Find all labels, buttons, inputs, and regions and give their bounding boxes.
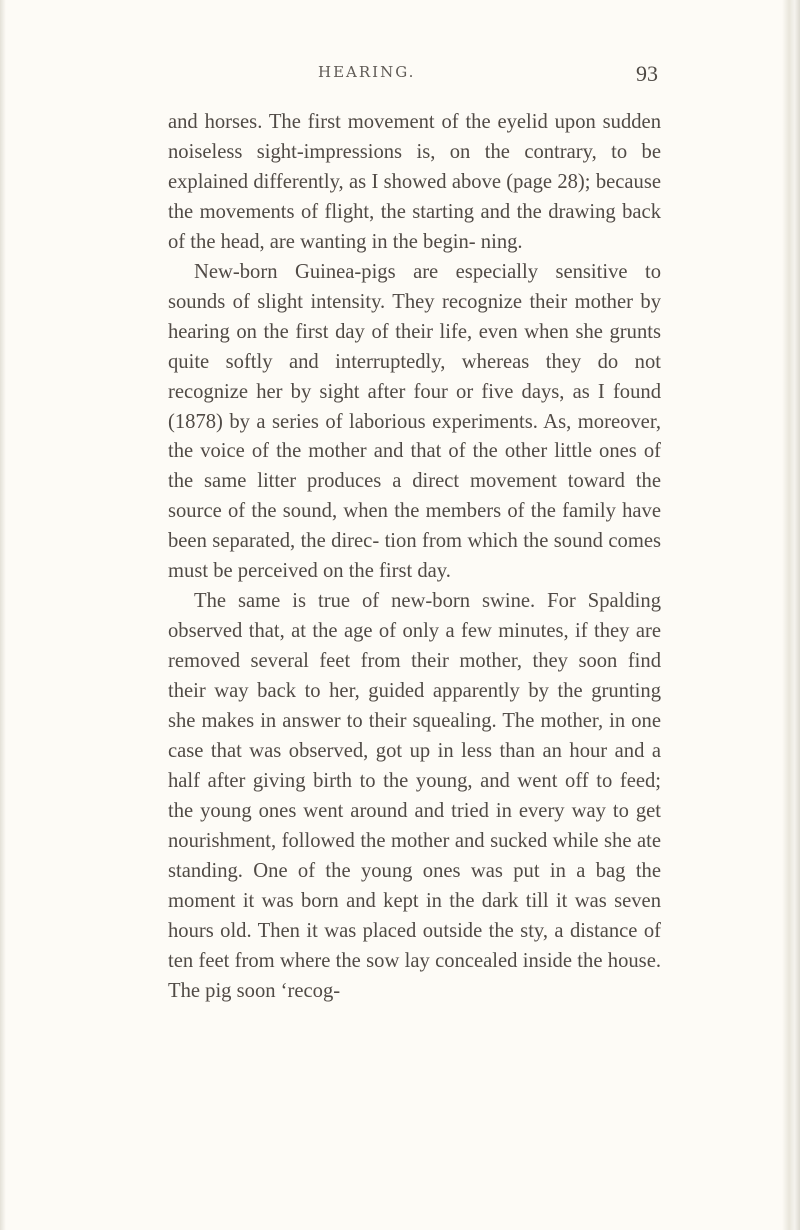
body-text [168, 108, 661, 1007]
running-head: HEARING. [318, 63, 416, 81]
page-right-edge [782, 0, 800, 1230]
page-left-edge [0, 0, 6, 1230]
page-header [168, 61, 658, 91]
paragraph: and horses. The first movement of the eyelid upon sudden noiseless sight-impressions is, on the contrary, to be explained differently, as I showed above (page 28); because the movements of flight, the starting and the drawing back of the head, are wanting in the begin- ning. [168, 111, 661, 253]
paragraph: The same is true of new-born swine. For Spalding observed that, at the age of only a few minutes, if they are removed several feet from their mother, they soon find their way back to her, guided apparently by the grunting she makes in answer to their squealing. The mother, in one case that was observed, got up in less than an hour and a half after giving birth to the young, and went off to feed; the young ones went around and tried in every way to get nourishment, followed the mother and sucked while she ate standing. One of the young ones was put in a bag the moment it was born and kept in the dark till it was seven hours old. Then it was placed outside the sty, a distance of ten feet from where the sow lay concealed inside the house. The pig soon ‘recog- [168, 590, 661, 1002]
paragraph: New-born Guinea-pigs are especially sensitive to sounds of slight intensity. They recognize their mother by hearing on the first day of their life, even when she grunts quite softly and interruptedly, whereas they do not recognize her by sight after four or five days, as I found (1878) by a series of laborious experiments. As, moreover, the voice of the mother and that of the other little ones of the same litter produces a direct movement toward the source of the sound, when the members of the family have been separated, the direc- tion from which the sound comes must be perceived on the first day. [168, 260, 661, 583]
page-number: 93 [636, 61, 658, 86]
